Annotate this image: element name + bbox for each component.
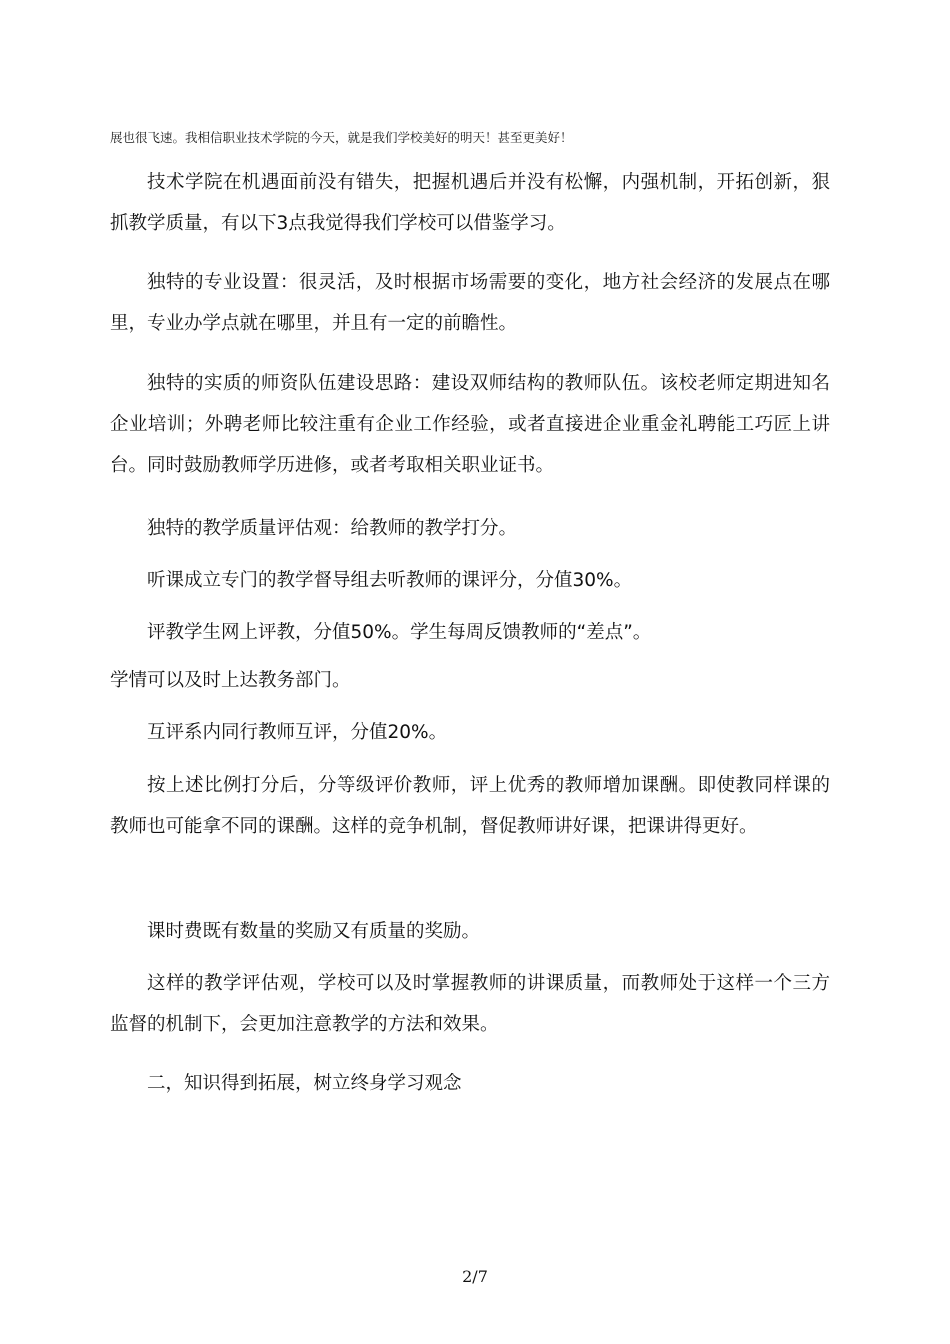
paragraph-1: 技术学院在机遇面前没有错失，把握机遇后并没有松懈，内强机制，开拓创新，狠抓教学质量，有以下3点我觉得我们学校可以借鉴学习。 — [110, 172, 830, 234]
paragraph-5: 听课成立专门的教学督导组去听教师的课评分，分值30%。 — [147, 570, 633, 591]
paragraph-2: 独特的专业设置：很灵活，及时根据市场需要的变化，地方社会经济的发展点在哪里，专业办学点就在哪里，并且有一定的前瞻性。 — [110, 272, 830, 334]
paragraph-4: 独特的教学质量评估观：给教师的教学打分。 — [147, 518, 518, 539]
paragraph-8: 互评系内同行教师互评，分值20%。 — [147, 722, 448, 743]
paragraph-11: 这样的教学评估观，学校可以及时掌握教师的讲课质量，而教师处于这样一个三方监督的机制下，会更加注意教学的方法和效果。 — [110, 973, 830, 1035]
page-number: 2/7 — [462, 1267, 488, 1286]
paragraph-10: 课时费既有数量的奖励又有质量的奖励。 — [147, 921, 481, 942]
paragraph-6: 评教学生网上评教，分值50%。学生每周反馈教师的“差点”。 — [147, 622, 652, 643]
paragraph-3: 独特的实质的师资队伍建设思路：建设双师结构的教师队伍。该校老师定期进知名企业培训；外聘老师比较注重有企业工作经验，或者直接进企业重金礼聘能工巧匠上讲台。同时鼓励教师学历进修，或者考取相关职业证书。 — [110, 373, 830, 476]
continuation-line: 展也很飞速。我相信职业技术学院的今天，就是我们学校美好的明天！甚至更美好！ — [110, 130, 573, 145]
section-heading: 二，知识得到拓展，树立终身学习观念 — [147, 1073, 462, 1094]
paragraph-9: 按上述比例打分后，分等级评价教师，评上优秀的教师增加课酬。即使教同样课的教师也可能拿不同的课酬。这样的竞争机制，督促教师讲好课，把课讲得更好。 — [110, 775, 830, 837]
paragraph-7: 学情可以及时上达教务部门。 — [110, 670, 351, 691]
